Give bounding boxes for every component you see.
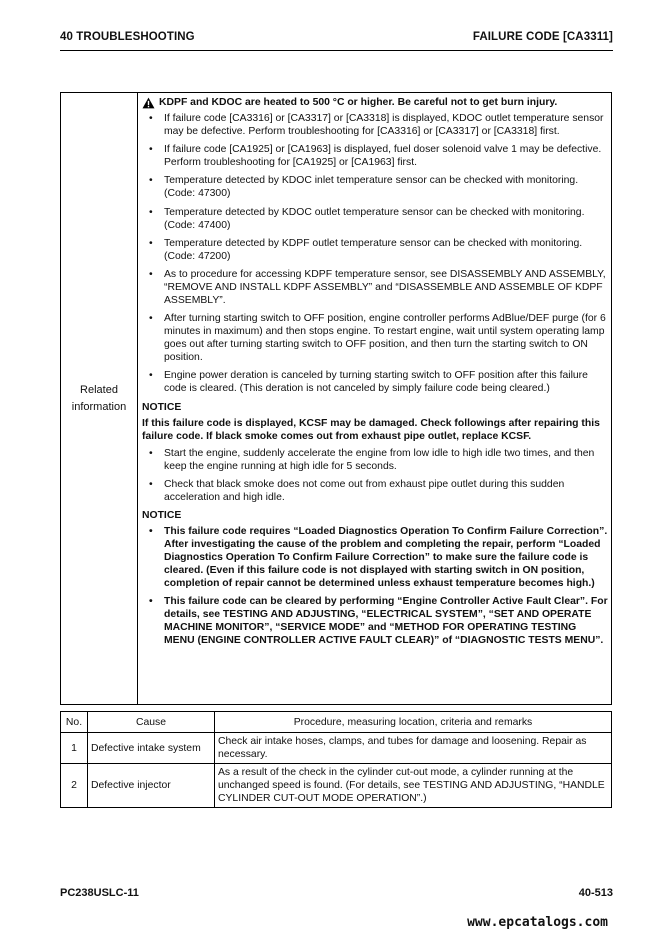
list-item: • Temperature detected by KDOC inlet temperature sensor can be checked with monitoring. (Code: 47300) <box>142 174 608 200</box>
notice-list <box>142 525 608 647</box>
cause-procedure: Check air intake hoses, clamps, and tubes for damage and loosening. Repair as necessary. <box>215 733 612 764</box>
failure-code-title: FAILURE CODE [CA3311] <box>472 31 613 43</box>
list-item: • Check that black smoke does not come out from exhaust pipe outlet during this sudden acceleration and high idle. <box>142 478 608 504</box>
table-row <box>61 764 612 808</box>
cause-number: 1 <box>61 733 88 764</box>
cause-name: Defective intake system <box>88 733 215 764</box>
list-item: • As to procedure for accessing KDPF temperature sensor, see DISASSEMBLY AND ASSEMBLY, “REMOVE AND INSTALL KDPF ASSEMBLY” and “DISASSEMBLE AND ASSEMBLE OF KDPF ASSEMBLY”. <box>142 268 608 307</box>
cause-name: Defective injector <box>88 764 215 808</box>
cause-number: 2 <box>61 764 88 808</box>
related-info-list <box>142 112 608 395</box>
notice-heading: NOTICE <box>142 401 182 413</box>
related-information-label: Related information <box>61 93 138 704</box>
table-header-row <box>61 712 612 733</box>
list-item: • If failure code [CA1925] or [CA1963] is displayed, fuel doser solenoid valve 1 may be defective. Perform troubleshooting for [CA1925] or [CA1963] first. <box>142 143 608 169</box>
column-header: Cause <box>88 712 215 733</box>
warning-text: KDPF and KDOC are heated to 500 °C or higher. Be careful not to get burn injury. <box>159 97 558 108</box>
notice-list <box>142 447 608 504</box>
list-item: • Engine power deration is canceled by turning starting switch to OFF position after this failure code is cleared. (This deration is not canceled by simply failure code being cleared.) <box>142 369 608 395</box>
list-item: • Temperature detected by KDPF outlet temperature sensor can be checked with monitoring. (Code: 47200) <box>142 237 608 263</box>
page-number: 40-513 <box>578 887 613 899</box>
cause-procedure: As a result of the check in the cylinder cut-out mode, a cylinder running at the unchanged speed is found. (For details, see TESTING AND ADJUSTING, “HANDLE CYLINDER CUT-OUT MODE OPERATION”.) <box>215 764 612 808</box>
list-item: • This failure code can be cleared by performing “Engine Controller Active Fault Clear”. For details, see TESTING AND ADJUSTING, “ELECTRICAL SYSTEM”, “SET AND OPERATE MACHINE MONITOR”, “SERVICE MODE” and “METHOD FOR OPERATING TESTING MENU (ENGINE CONTROLLER ACTIVE FAULT CLEAR)” of “DIAGNOSTIC TESTS MENU”. <box>142 595 608 647</box>
model-number: PC238USLC-11 <box>60 887 139 899</box>
warning-triangle-icon <box>142 97 155 109</box>
list-item: • This failure code requires “Loaded Diagnostics Operation To Confirm Failure Correction”. After investigating the cause of the problem and completing the repair, perform “Loaded Diagnostics Operation To Confirm Failure Correction” to make sure the failure code is cleared. (Even if this failure code is not displayed with starting switch in ON position, completion of repair cannot be determined unless exhaust temperature becomes high.) <box>142 525 608 590</box>
watermark: www.epcatalogs.com <box>467 915 608 930</box>
list-item: • After turning starting switch to OFF position, engine controller performs AdBlue/DEF purge (for 6 minutes in maximum) and then stops engine. To restart engine, wait until system operating lamp goes out after turning starting switch to OFF position, and then turn the starting switch to ON position. <box>142 312 608 364</box>
notice-heading: NOTICE <box>142 509 182 521</box>
burn-warning <box>142 96 608 109</box>
list-item: • If failure code [CA3316] or [CA3317] or [CA3318] is displayed, KDOC outlet temperature sensor may be defective. Perform troubleshooting for [CA3316] or [CA3317] or [CA3318] first. <box>142 112 608 138</box>
column-header: No. <box>61 712 88 733</box>
column-header: Procedure, measuring location, criteria and remarks <box>215 712 612 733</box>
table-row <box>61 733 612 764</box>
header-divider <box>60 50 613 51</box>
related-information-box <box>60 92 612 705</box>
list-item: • Temperature detected by KDOC outlet temperature sensor can be checked with monitoring. (Code: 47400) <box>142 206 608 232</box>
section-title: 40 TROUBLESHOOTING <box>60 31 195 43</box>
related-information-content <box>139 93 611 704</box>
notice-text: If this failure code is displayed, KCSF may be damaged. Check followings after repairing this failure code. If black smoke comes out from exhaust pipe outlet, replace KCSF. <box>142 417 600 442</box>
list-item: • Start the engine, suddenly accelerate the engine from low idle to high idle two times, and then keep the engine running at high idle for 5 seconds. <box>142 447 608 473</box>
cause-table <box>60 711 612 808</box>
